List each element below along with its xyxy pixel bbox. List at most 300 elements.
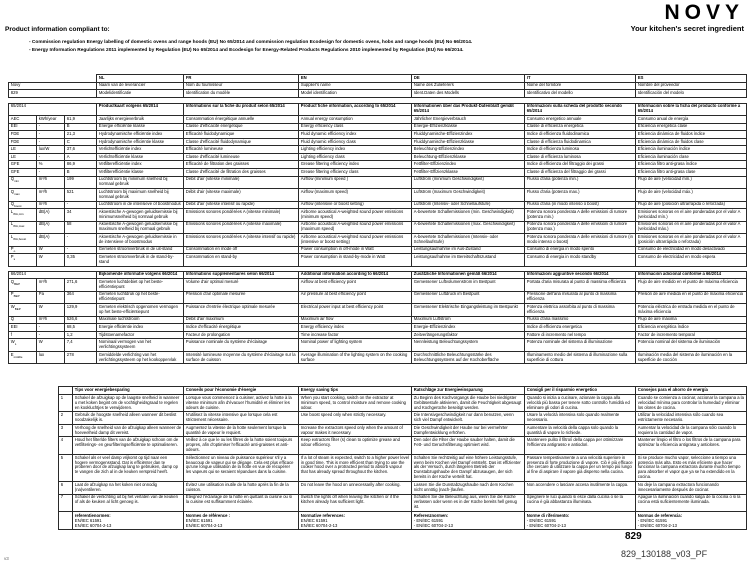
row-symbol	[9, 291, 37, 304]
row-label-es: Potencia eléctrica de entrada medida en el punto de máxima eficiencia	[636, 304, 747, 317]
reference-title: Norme di riferimento:	[526, 512, 570, 518]
symbol-main: P	[10, 246, 14, 252]
row-label-fr: Efficacité lumineuse	[184, 146, 299, 154]
row-label-fr: Débit d'air (vitesse intensif ou rapide)	[184, 201, 299, 209]
tip-text-de: Den oder die Filter der Haube sauber halten, damit die Fett- und Geruchsfilterung optimiert wird.	[412, 437, 525, 454]
row-unit: lux/W	[37, 146, 65, 154]
tip-text-en: Use boost speed only when strictly necessary.	[299, 412, 412, 425]
fiche66-header-en: Additional information according to 66/2014	[299, 271, 412, 279]
row-label-de: Maximum Luftstrom	[412, 316, 525, 324]
symbol-main: LE	[10, 146, 16, 152]
row-unit: -	[37, 168, 65, 176]
novy-logo: NOVY	[664, 1, 744, 24]
reference-norms-de	[412, 512, 525, 530]
row-label-it: Potenza sonora ponderata A delle emissioni di rumore (in modo intenso o boost)	[525, 234, 636, 247]
tips-header-nl: Tips voor energiebesparing	[73, 387, 184, 395]
row-symbol	[9, 316, 37, 324]
row-label-de: A-bewertete Schallemissionen (min. Geschwindigkeit)	[412, 209, 525, 222]
row-label-it: Portata d'aria misurata al punto di massima efficienza	[525, 279, 636, 292]
row-value: 0,35	[65, 254, 97, 267]
tip-text-it: Aumentare la velocità della cappa solo quando la quantità di vapore lo richiede.	[525, 424, 636, 437]
row-label-nl: Gemeten luchtdebiet op het beste-efficiëntiepunt	[97, 279, 184, 292]
tips-header-de: Ratschläge zur Energieeinsparung	[412, 387, 525, 395]
row-label-en: Grease filtering efficiency class	[299, 168, 412, 176]
row-label-it: Consumo di energia in modo spento	[525, 246, 636, 254]
row-label-nl: Verlichtefficiëntie klasse	[97, 153, 184, 161]
reference-norm: EN/IEC 61591	[185, 518, 213, 524]
tip-text-fr: Lorsque vous commencez à cuisiner, activez la hotte à la vitesse minimum afin d'évacuer l'humidité et éliminer les odeurs de cuisine.	[184, 394, 299, 411]
row-label-nl: Verlichtefficiëntie index	[97, 146, 184, 154]
row-value: 68,5	[65, 324, 97, 332]
row-label-nl: Gemiddelde verlichting van het verlichtingssysteem op het kookoppervlak	[97, 351, 184, 364]
row-label-it: Consumo energetico annuale	[525, 116, 636, 124]
row-label-it: Indice di efficienza energetica	[525, 324, 636, 332]
reference-norm: EN/IEC 61591	[74, 518, 102, 524]
symbol-main: EEI	[10, 324, 18, 329]
fiche65-code: 65/2014	[9, 103, 97, 116]
row-label-de: Luftstrom (Intensiv- oder Schnellaufstufe)	[412, 201, 525, 209]
row-label-fr: Emissions sonores pondérées A (vitesse maximale)	[184, 221, 299, 234]
row-label-en: Time increase factor	[299, 331, 412, 339]
row-label-fr: Puissance d'entrée électrique optimale mesurée	[184, 304, 299, 317]
row-label-de: Fluiddynamische-Effizienzindex	[412, 131, 525, 139]
row-value: B	[65, 168, 97, 176]
symbol-main: P	[10, 253, 14, 259]
symbol-main: Q	[10, 201, 15, 207]
row-symbol	[9, 209, 37, 222]
tip-text-de: Die Geschwindigkeit der Haube nur bei vermehrter Dampfentwicklung erhöhen.	[412, 424, 525, 437]
reference-title: referentienormen:	[74, 512, 111, 518]
row-label-it: Flusso d'aria massimo	[525, 316, 636, 324]
row-label-de: Fluiddynamische-Effizienzklasse	[412, 138, 525, 146]
symbol-main: P	[10, 291, 14, 297]
reference-norms-fr	[184, 512, 299, 530]
row-symbol	[9, 304, 37, 317]
row-symbol	[9, 221, 37, 234]
row-label-de: A-bewertete Schallemissionen (max. Geschwindigkeit)	[412, 221, 525, 234]
row-label-nl: Gemeten stroomverbruik in de uit-stand	[97, 246, 184, 254]
fiche65-header-nl: Productkaart volgens 65/2014	[97, 103, 184, 116]
row-label-fr: Pression d'air optimale mesurée	[184, 291, 299, 304]
tip-text-en: Switch the lights off when leaving the kitchen or if the kitchen already has sufficient light.	[299, 494, 412, 511]
row-unit: -	[37, 131, 65, 139]
row-label-en: Annual energy consumption	[299, 116, 412, 124]
row-label-nl: Vetfilterefficiëntie klasse	[97, 168, 184, 176]
row-label-fr: Classe d'efficacité de filtration des graisses	[184, 168, 299, 176]
row-label-fr: Classe d'efficacité fluidodynamique	[184, 138, 299, 146]
row-label-en: Nominal power of lighting system	[299, 339, 412, 352]
row-value: -	[65, 246, 97, 254]
row-symbol	[9, 116, 37, 124]
symbol-main: L	[10, 221, 14, 227]
model-identification-label-es: Identificación del modelo	[636, 90, 747, 98]
row-label-es: Emisiones sonoras en el aire ponderadas por el valor A (velocidad máx.)	[636, 221, 747, 234]
row-label-it: Fattore di incremento nel tempo	[525, 331, 636, 339]
row-symbol	[9, 246, 37, 254]
footer-version: v3	[4, 556, 9, 561]
row-unit: m³/h	[37, 201, 65, 209]
symbol-main: W	[10, 303, 15, 309]
row-label-en: Lighting efficiency index	[299, 146, 412, 154]
reference-title: Normative references:	[300, 512, 346, 518]
tip-text-fr: Évitez une utilisation inutile de la hotte après la fin de la cuisson.	[184, 482, 299, 495]
supplier-name-value: Novy	[9, 82, 97, 90]
fiche66-code: 66/2014	[9, 271, 97, 279]
row-label-fr: Consommation en mode off	[184, 246, 299, 254]
tip-text-es: Mantener limpio el filtro o los filtros de la campana para optimizar la eficiencia antigrasa y antiolores.	[636, 437, 747, 454]
supplier-name-label-de: Name des Zulieferers	[412, 82, 525, 90]
row-label-it: Consumo di energia in modo standby	[525, 254, 636, 267]
row-label-it: Pressione dell'aria misurata al punto di massima efficienza	[525, 291, 636, 304]
row-label-fr: Classe d'efficacité lumineuse	[184, 153, 299, 161]
fiche65-header-it: Informazioni sulla scheda del prodotto secondo 65/2014	[525, 103, 636, 116]
row-label-nl: Nominaal vermogen van het verlichtingssysteem	[97, 339, 184, 352]
row-label-fr: Consommation énergétique annuelle	[184, 116, 299, 124]
row-label-en: Fluid dynamic efficiency index	[299, 131, 412, 139]
row-label-de: Luftstrom (minimum Geschwindigkeit)	[412, 176, 525, 189]
row-label-it: Potenza elettrica assorbita al punto di massima efficienza	[525, 304, 636, 317]
row-value: 199	[65, 176, 97, 189]
row-symbol	[9, 189, 37, 202]
fiche66-header-fr: Informations supplémentaires selon 66/2014	[184, 271, 299, 279]
tip-text-fr: N'utilisez la vitesse intensive que lorsque cela est strictement nécessaire.	[184, 412, 299, 425]
row-unit: dB(A)	[37, 209, 65, 222]
row-symbol	[9, 339, 37, 352]
tip-text-es: Cuando se comienza a cocinar, accionar la campana a la velocidad mínima para controlar la humedad y eliminar los olores de cocina.	[636, 394, 747, 411]
tip-text-en: If a lot of steam is expected, switch to a higher power level in good time. This is more efficient than trying to use the cooker hood over a protracted period to absorb vapour that has already spread throughout the kitchen.	[299, 454, 412, 481]
tip-text-de: Die Intensivgeschwindigkeit nur dann benutzen, wenn sich viel Dampf entwickelt.	[412, 412, 525, 425]
tips-header-fr: Conseils pour l'économie d'énergie	[184, 387, 299, 395]
symbol-main: EEI	[10, 123, 18, 129]
row-value: 129,9	[65, 304, 97, 317]
model-identification-label-fr: Identification du modèle	[184, 90, 299, 98]
row-unit: Pa	[37, 291, 65, 304]
row-label-en: Energy efficiency index	[299, 324, 412, 332]
row-value: C	[65, 138, 97, 146]
row-label-it: Illuminamento medio del sistema di illuminazione sulla superficie di cottura	[525, 351, 636, 364]
fiche66-header-es: Información adicional conforme a 66/2014	[636, 271, 747, 279]
identification-table	[8, 74, 747, 98]
compliance-item-1: - Commission regulation Energy labelling of domestic ovens and range hoods (EU) No 65/2014 and commission regulation Ecodesign for domestic ovens, hobs and range hoods (EU) No 66/2014.	[29, 40, 473, 45]
footer-document-reference: 829_130188_v03_PF	[621, 549, 708, 559]
symbol-subscript: boost	[14, 204, 22, 209]
row-label-it: Indice di efficienza fluidodinamica	[525, 131, 636, 139]
lang-header-es: ES	[636, 75, 747, 83]
row-label-es: Presión de aire medida en el punto de máxima eficiencia	[636, 291, 747, 304]
row-label-fr: Débit d'air (vitesse minimale)	[184, 176, 299, 189]
row-symbol	[9, 138, 37, 146]
row-unit: -	[37, 331, 65, 339]
row-label-nl: Energie efficiëntie index	[97, 324, 184, 332]
row-label-fr: Consommation en stand-by	[184, 254, 299, 267]
row-label-nl: Hydrodynamische efficiëntie klasse	[97, 138, 184, 146]
reference-norms-es	[636, 512, 747, 530]
row-label-fr: Débit d'air maximum	[184, 316, 299, 324]
row-unit: -	[37, 153, 65, 161]
row-unit: m³/h	[37, 316, 65, 324]
row-label-de: Jährlicher Energieverbrauch	[412, 116, 525, 124]
row-label-fr: Débit d'air (vitesse maximale)	[184, 189, 299, 202]
row-label-es: Consumo de electricidad en modo desactivado	[636, 246, 747, 254]
tip-number: 2	[59, 412, 73, 425]
row-label-de: Energie-Effizienzindex	[412, 324, 525, 332]
tip-text-it: Quando si inizia a cucinare, azionare la cappa alla velocità più bassa per tenere sotto controllo l'umidità ed eliminare gli odori di cucina.	[525, 394, 636, 411]
row-unit: W	[37, 246, 65, 254]
row-label-en: Electrical power input at best efficiency point	[299, 304, 412, 317]
symbol-main: AEC	[10, 115, 20, 121]
compliance-block	[5, 26, 605, 54]
row-label-en: Airflow at best efficiency point	[299, 279, 412, 292]
row-label-it: Classe di efficienza fluidodinamica	[525, 138, 636, 146]
row-value: 364	[65, 291, 97, 304]
row-label-fr: Intensité lumineuse moyenne du système d'éclairage sur la surface de cuisson	[184, 351, 299, 364]
row-label-en: Maximum air flow	[299, 316, 412, 324]
row-symbol	[9, 146, 37, 154]
row-label-de: Leistungsaufnahme im Aus-Zustand	[412, 246, 525, 254]
row-label-it: Potenza sonora ponderata A delle emissioni di rumore (potenza min.)	[525, 209, 636, 222]
row-label-it: Classe di efficienza luminosa	[525, 153, 636, 161]
tip-text-de: Schalten Sie rechtzeitig auf eine höhere Leistungsstufe, wenn beim Kochen viel Dampf entsteht. Das ist effizienter als der Versuch, durch längeren Betrieb der Dunstabzugshaube den Dampf abzusaugen, der sich bereits in der Küche verteilt hat.	[412, 454, 525, 481]
row-label-es: Flujo de aire medido en el punto de máxima eficiencia	[636, 279, 747, 292]
row-symbol	[9, 201, 37, 209]
tip-text-it: Non accendere o lasciare accesa inutilmente la cappa.	[525, 482, 636, 495]
symbol-subscript: min	[14, 179, 19, 184]
row-label-en: Fluid dynamic efficiency class	[299, 138, 412, 146]
row-label-en: Airflow (minimum speed )	[299, 176, 412, 189]
row-label-nl: Luchtstroom bij maximum snelheid bij normaal gebruik	[97, 189, 184, 202]
row-value: 37,6	[65, 146, 97, 154]
row-label-de: Beleuchtung-Effizienzindex	[412, 146, 525, 154]
row-label-de: Gemessener Luftvolumenstrom im Bestpunt	[412, 279, 525, 292]
symbol-subscript: BEP	[14, 306, 21, 311]
row-label-de: Gemessener Luftdruck im Bestpunt	[412, 291, 525, 304]
row-label-es: Flujo de aire (posición ultrarrápida o reforzada)	[636, 201, 747, 209]
tip-text-it: Mantenere pulito il filtro/i della cappa per ottimizzare l'efficienza antigrasso e antiodori.	[525, 437, 636, 454]
row-unit: %	[37, 161, 65, 169]
tips-corner	[59, 387, 73, 395]
row-label-de: Nennleistung Beleuchtungssystem	[412, 339, 525, 352]
tip-text-nl: Gebruik de hoogste snelheid alleen wanneer dit beslist noodzakelijk is.	[73, 412, 184, 425]
row-label-it: Potenza sonora ponderata A delle emissioni di rumore (potenza max.)	[525, 221, 636, 234]
lang-header-it: IT	[525, 75, 636, 83]
fiche66-header-nl: Bijkomende informatie volgens 66/2014	[97, 271, 184, 279]
row-value: 86,9	[65, 161, 97, 169]
symbol-subscript: BEP	[14, 281, 21, 286]
row-label-nl: Akoestische A-gewogen geluidsemissie bij maximum snelheid bij normaal gebruik	[97, 221, 184, 234]
row-label-es: Eficiencia dinámica de fluidos clase	[636, 138, 747, 146]
row-symbol	[9, 131, 37, 139]
tip-text-en: When you start cooking, switch on the extractor at minimum speed, to control moisture and remove cooking odour.	[299, 394, 412, 411]
compliance-title: Product information compliant to:	[5, 26, 110, 33]
symbol-main: LE	[10, 153, 16, 159]
reference-norm: - EN/IEC 61591	[413, 518, 444, 524]
symbol-subscript: s	[13, 256, 16, 261]
row-label-en: Air pressure at best efficiency point	[299, 291, 412, 304]
row-label-en: Airflow (maximum speed)	[299, 189, 412, 202]
row-symbol	[9, 234, 37, 247]
row-label-nl: Luchtstroom bij minimum snelheid bij normaal gebruik	[97, 176, 184, 189]
row-label-en: Airborne acoustical A-weighted sound power emissions (intensive or boost setting)	[299, 234, 412, 247]
lang-header-fr: FR	[184, 75, 299, 83]
row-value: 58	[65, 221, 97, 234]
tip-text-de: Schalten Sie die Beleuchtung aus, wenn Sie die Küche verlassen oder wenn es in der Küche bereits hell genug ist.	[412, 494, 525, 511]
row-label-es: Flujo de aire (velocidad mín.)	[636, 176, 747, 189]
row-label-en: Airborne acoustical A-weighted sound power emissions (minimum speed)	[299, 209, 412, 222]
tip-text-nl: Laat de afzuigkap na het koken niet onnodig (na)ventileren.	[73, 482, 184, 495]
reference-title: Normas de referencia:	[637, 512, 683, 518]
supplier-name-label-en: Supplier's name	[299, 82, 412, 90]
tips-header-en: Energy saving tips	[299, 387, 412, 395]
compliance-item-2: - Energy Information Regulations 2011 implemented by Regulation (EU) No 65/2014 and Ecodesign for Energy-Related Products Regulations 2010 implemented by Regulation (EU) No 66/2014.	[29, 47, 464, 53]
row-unit: -	[37, 123, 65, 131]
tip-text-es: Utilizar la velocidad intensiva sólo cuando sea estrictamente necesario.	[636, 412, 747, 425]
row-symbol	[9, 153, 37, 161]
tip-number: 5	[59, 454, 73, 481]
row-label-es: Emisiones sonoras en el aire ponderadas por el valor A (velocidad mín.)	[636, 209, 747, 222]
row-label-es: Emisiones sonoras en el aire ponderadas por el valor A (posición ultrarrápida o reforzada)	[636, 234, 747, 247]
row-label-es: Eficiencia iluminación índice	[636, 146, 747, 154]
symbol-main: L	[10, 208, 14, 214]
model-identification-label-en: Model identification	[299, 90, 412, 98]
row-label-es: Consumo anual de energía	[636, 116, 747, 124]
row-label-nl: Maximale luchtstroom	[97, 316, 184, 324]
lang-header-en: EN	[299, 75, 412, 83]
row-label-en: Power consumption in off-mode in Watt	[299, 246, 412, 254]
row-label-nl: Gemeten luchtdruk op het beste-efficiëntiepunt	[97, 291, 184, 304]
row-unit: W	[37, 339, 65, 352]
row-value: 271,6	[65, 279, 97, 292]
tip-text-nl: Schakel de verlichting uit bij het verlaten van de keuken of als de keuken al licht genoeg is.	[73, 494, 184, 511]
tip-text-es: No deje la campana extractora funcionando innecesariamente después de cocinar.	[636, 482, 747, 495]
row-unit: m³/h	[37, 279, 65, 292]
row-symbol	[9, 168, 37, 176]
reference-norm: - EN/IEC 60704-2-13	[526, 523, 566, 529]
row-value: 7,4	[65, 339, 97, 352]
symbol-main: Q	[10, 188, 15, 194]
fiche65-header-en: Product fiche information, according to 65/2014	[299, 103, 412, 116]
tip-text-fr: Augmentez la vitesse de la hotte seulement lorsque la quantité de vapeur le requiert.	[184, 424, 299, 437]
row-label-fr: Emissions sonores pondérées A (vitesse minimale)	[184, 209, 299, 222]
tip-text-de: Lassen Sie die Dunstabzugshaube nach dem Kochen nicht unnötig (nach-)laufen.	[412, 482, 525, 495]
reference-norm: EN/IEC 60704-2-13	[300, 523, 338, 529]
row-value: -	[65, 201, 97, 209]
row-label-es: Consumo de electricidad en modo espera	[636, 254, 747, 267]
row-label-nl: Luchtstroom in de intensieve of boostmodus	[97, 201, 184, 209]
row-label-it: Flusso d'aria (potenza min.)	[525, 176, 636, 189]
row-value: 1,2	[65, 331, 97, 339]
reference-norm: - EN/IEC 60704-2-13	[637, 523, 677, 529]
tip-text-nl: Houd het filter/de filters van de afzuigkap schoon om de vetfilterings- en geurfilteringsefficiëntie te optimaliseren.	[73, 437, 184, 454]
symbol-subscript: L	[14, 341, 17, 346]
symbol-subscript: middle	[13, 354, 23, 359]
fiche-66-2014-table	[8, 271, 747, 365]
row-symbol	[9, 254, 37, 267]
row-value: 278	[65, 351, 97, 364]
row-label-nl: Tijdstoenamefactor	[97, 331, 184, 339]
reference-title: Normes de référence :	[185, 512, 231, 518]
reference-norm: - EN/IEC 60704-2-13	[413, 523, 453, 529]
row-symbol	[9, 176, 37, 189]
row-value: A	[65, 153, 97, 161]
symbol-main: W	[10, 339, 15, 345]
row-unit: -	[37, 138, 65, 146]
symbol-subscript: WA,boost	[13, 236, 27, 241]
reference-norms-nl	[73, 512, 184, 530]
fiche65-header-es: Información sobre la ficha del producto conforme a 65/2014	[636, 103, 747, 116]
symbol-main: Q	[10, 278, 15, 284]
tip-text-nl: Schakel de afzuigkap op de laagste snelheid in wanneer u met koken begint om de vochtigheidsgraad te regelen en kookluchtjes te verwijderen.	[73, 394, 184, 411]
row-label-nl: Energie efficiëntie klasse	[97, 123, 184, 131]
supplier-name-label-nl: Naam van de leverancier	[97, 82, 184, 90]
row-label-de: Leistungsaufnahme im Bereitschaftszustand	[412, 254, 525, 267]
symbol-main: FDE	[10, 131, 20, 137]
row-value: 21,3	[65, 131, 97, 139]
row-label-nl: Hydrodynamische efficiëntie index	[97, 131, 184, 139]
row-label-es: Eficiencia energética índice	[636, 324, 747, 332]
tip-number: 7	[59, 494, 73, 511]
row-label-fr: Facteur de prolongation	[184, 331, 299, 339]
row-unit: W	[37, 254, 65, 267]
row-label-es: Eficiencia filtro anti-grasa índice	[636, 161, 747, 169]
row-label-en: Airborne acoustical A-weighted sound power emissions (maximum speed)	[299, 221, 412, 234]
row-symbol	[9, 161, 37, 169]
row-label-it: Indice di efficienza luminosa	[525, 146, 636, 154]
row-label-fr: Classe d'efficacité énergétique	[184, 123, 299, 131]
row-label-es: Flujo de aire (velocidad máx.)	[636, 189, 747, 202]
tip-text-de: Zu Beginn des Kochvorgangs die Haube bei niedrigster Gebläsestufe aktivieren, damit die Feuchtigkeit abgesaugt und Kochgerüche beseitigt werden.	[412, 394, 525, 411]
tip-text-en: Do not leave the hood on unnecessarily after cooking.	[299, 482, 412, 495]
symbol-main: L	[10, 233, 14, 239]
row-unit: lux	[37, 351, 65, 364]
reference-norm: EN/IEC 61591	[300, 518, 328, 524]
row-label-es: Iluminación media del sistema de iluminación en la superficie de cocción	[636, 351, 747, 364]
tip-text-es: Apague la iluminación cuando salga de la cocina o si la cocina está suficientemente iluminada.	[636, 494, 747, 511]
logo-tagline: Your kitchen's secret ingredient	[630, 24, 744, 33]
symbol-main: f	[10, 331, 12, 337]
row-label-fr: Puissance nominale du système d'éclairage	[184, 339, 299, 352]
symbol-subscript: WA,min	[13, 211, 24, 216]
row-symbol	[9, 123, 37, 131]
model-identification-value: 829	[9, 90, 97, 98]
row-value: 521	[65, 189, 97, 202]
row-label-es: Flujo de aire máxima	[636, 316, 747, 324]
lang-header-de: DE	[412, 75, 525, 83]
tip-number: 6	[59, 482, 73, 495]
reference-norm: EN/IEC 60704-2-13	[185, 523, 223, 529]
row-label-en: Airflow (intensive or boost setting)	[299, 201, 412, 209]
row-label-de: Luftstrom (maximum Geschwindigkeit)	[412, 189, 525, 202]
tip-text-es: Si se produce mucho vapor, seleccione a tiempo una potencia más alta. Esto es más eficiente que hacer funcionar la campana extractora durante mucho tiempo para absorber el vapor que ya se ha extendido en la cocina.	[636, 454, 747, 481]
row-label-it: Flusso d'aria (in modo intenso o boost)	[525, 201, 636, 209]
energy-tips-table	[58, 386, 747, 530]
reference-title: Referenznormen:	[413, 512, 449, 518]
model-identification-label-nl: Modelidentificatie	[97, 90, 184, 98]
row-label-fr: Efficacité fluidodynamique	[184, 131, 299, 139]
row-label-it: Potenza nominale del sistema di illuminazione	[525, 339, 636, 352]
row-label-en: Grease filtering efficiency index	[299, 161, 412, 169]
row-label-es: Eficiencia filtro anti-grasa clase	[636, 168, 747, 176]
row-label-de: Zeitverlängerungsfaktor	[412, 331, 525, 339]
fiche66-header-de: Zusätzliche Informationen gemäß 66/2014	[412, 271, 525, 279]
symbol-main: FDE	[10, 138, 20, 144]
tables-area	[0, 74, 750, 530]
row-label-nl: Akoestische A-gewogen geluidsemissie in de intensieve of boostmodus	[97, 234, 184, 247]
reference-norm: EN/IEC 60704-2-13	[74, 523, 112, 529]
row-label-fr: Emissions sonores pondérées A (vitesse intensif ou rapide)	[184, 234, 299, 247]
row-value: -	[65, 234, 97, 247]
reference-norm: - EN/IEC 61591	[526, 518, 557, 524]
row-label-nl: Gemeten stroomverbruik in de stand-by-stand	[97, 254, 184, 267]
